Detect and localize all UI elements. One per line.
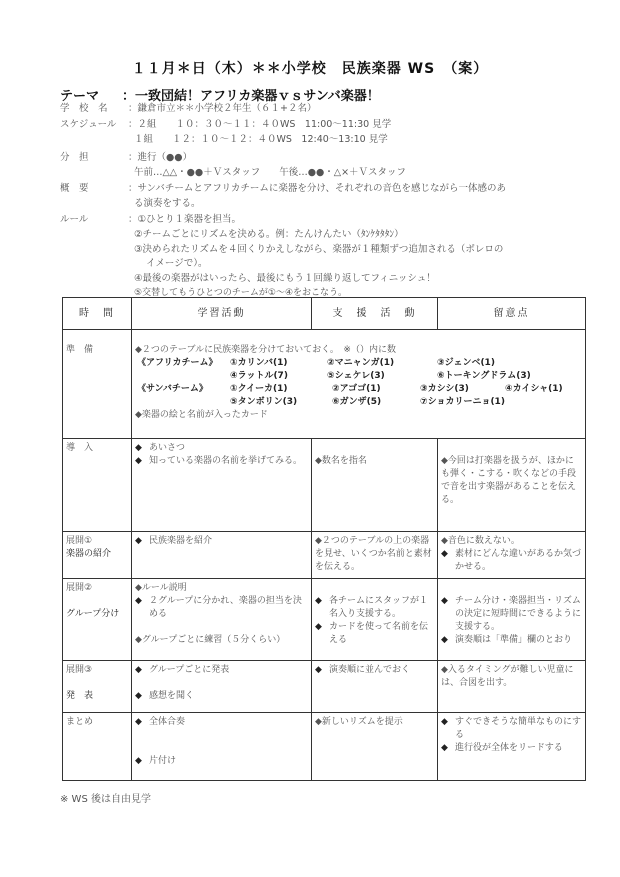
time-label: 展開③: [66, 665, 93, 675]
bullet-icon: ◆: [441, 596, 448, 606]
learning-item: ◆ルール説明: [135, 583, 187, 593]
bullet-icon: ◆: [135, 596, 142, 606]
time-label: 展開①: [66, 536, 93, 546]
bullet-icon: ◆: [441, 549, 448, 559]
table-header-row: [63, 298, 586, 330]
bullet-icon: ◆: [315, 665, 322, 675]
bullet-icon: ◆: [135, 717, 142, 727]
support-cell: [312, 439, 438, 532]
support-cell: [312, 713, 438, 781]
instrument: ④ラットル(7): [230, 371, 288, 381]
rules-label: ルール: [60, 214, 89, 225]
support-cell: [312, 661, 438, 713]
instrument: ⑤タンボリン(3): [230, 397, 298, 407]
learning-item: 感想を聞く: [149, 691, 195, 701]
column-header: 留意点: [438, 298, 586, 330]
column-header: 支 援 活 動: [312, 298, 438, 330]
time-cell: [63, 579, 132, 661]
time-label: 展開②: [66, 583, 93, 593]
learning-cell: [132, 713, 312, 781]
table-row: [63, 661, 586, 713]
time-cell: [63, 439, 132, 532]
note-item: チーム分け・楽器担当・リズムの決定に短時間にできるように支援する。: [455, 596, 582, 632]
time-label: 導 入: [66, 443, 94, 453]
support-item: カードを使って名前を伝える: [329, 622, 429, 645]
note-item: すぐできそうな簡単なものにする: [455, 717, 582, 740]
bullet-icon: ◆: [441, 635, 448, 645]
note-item: 進行役が全体をリードする: [455, 743, 563, 753]
note-item: ◆音色に数えない。: [441, 536, 520, 546]
learning-cell: [132, 532, 312, 579]
note-item: ◆今回は打楽器を扱うが、ほかにも弾く・こする・吹くなどの手段で音を出す楽器があることを伝える。: [441, 456, 577, 505]
instrument: ②マニャンガ(1): [327, 358, 395, 368]
support-item: ◆２つのテーブルの上の楽器を見せ、いくつか名前と素材を伝える。: [315, 536, 432, 572]
bullet-icon: ◆: [315, 596, 322, 606]
learning-cell: [132, 579, 312, 661]
support-cell: [312, 532, 438, 579]
bullet-icon: ◆: [135, 756, 142, 766]
time-cell: [63, 532, 132, 579]
time-cell: [63, 713, 132, 781]
prep-cell: [132, 330, 586, 439]
theme-label: テーマ: [60, 89, 100, 104]
bullet-icon: ◆: [135, 536, 142, 546]
prep-cards: ◆楽器の絵と名前が入ったカード: [135, 410, 268, 420]
schedule-line: １組 １２：１０～１２：４０WS 12:40～13:10 見学: [134, 134, 388, 145]
time-cell: 準 備: [63, 330, 132, 439]
table-row-prep: [63, 330, 586, 439]
time-sublabel: グループ分け: [66, 609, 120, 619]
roles-line: 午前…△△・●●＋Ｖスタッフ 午後…●●・△×＋Ｖスタッフ: [134, 167, 407, 178]
bullet-icon: ◆: [315, 622, 322, 632]
bullet-icon: ◆: [135, 456, 142, 466]
note-item: 素材にどんな違いがあるか気づかせる。: [455, 549, 582, 572]
table-row: [63, 579, 586, 661]
column-header: 学習活動: [132, 298, 312, 330]
time-label: まとめ: [66, 717, 94, 727]
time-cell: [63, 661, 132, 713]
time-sublabel: 楽器の紹介: [66, 549, 112, 559]
learning-cell: [132, 661, 312, 713]
instrument: ⑦ショカリーニョ(1): [420, 397, 505, 407]
notes-cell: [438, 661, 586, 713]
notes-cell: [438, 532, 586, 579]
learning-item: 知っている楽器の名前を挙げてみる。: [149, 456, 303, 466]
school-value: ：鎌倉市立＊＊小学校２年生（６１+２名）: [128, 103, 317, 114]
prep-intro: ◆２つのテーブルに民族楽器を分けておいておく。 ※（）内に数: [135, 345, 396, 355]
instrument: ①カリンバ(1): [230, 358, 288, 368]
roles-label: 分 担: [60, 152, 89, 163]
instrument: ③カシシ(3): [420, 384, 469, 394]
roles-line: ：進行（●●）: [128, 152, 193, 163]
africa-team-label: 《アフリカチーム》: [137, 358, 218, 368]
time-sublabel: 発 表: [66, 691, 94, 701]
rules-line: ②チームごとにリズムを決める。例：たんけんたい（ﾀﾝｹﾀﾀﾀﾝ）: [134, 229, 404, 240]
table-row: [63, 439, 586, 532]
note-item: 演奏順は「準備」欄のとおり: [455, 635, 573, 645]
learning-item: 全体合奏: [149, 717, 186, 727]
bullet-icon: ◆: [441, 717, 448, 727]
schedule-label: スケジュール: [60, 119, 117, 130]
table-row: [63, 532, 586, 579]
notes-cell: [438, 579, 586, 661]
instrument: ②アゴゴ(1): [332, 384, 381, 394]
rules-line: ⑤交替してもうひとつのチームが①～④をおこなう。: [134, 288, 348, 298]
learning-item: あいさつ: [149, 443, 186, 453]
rules-line: ：①ひとり１楽器を担当。: [128, 214, 242, 225]
samba-team-label: 《サンバチーム》: [137, 384, 208, 394]
support-item: ◆新しいリズムを提示: [315, 717, 403, 727]
support-item: 各チームにスタッフが１名入り支援する。: [329, 596, 429, 619]
rules-line: ④最後の楽器がはいったら、最後にもう１回繰り返してフィニッシュ！: [134, 273, 436, 284]
instrument: ④カイシャ(1): [505, 384, 563, 394]
instrument: ①クイーカ(1): [230, 384, 288, 394]
rules-line: イメージで）。: [146, 258, 208, 269]
page-title: １１月＊日（木）＊＊小学校 民族楽器 WS （案）: [131, 61, 489, 77]
learning-item: グループごとに発表: [149, 665, 230, 675]
learning-item: ◆グループごとに練習（５分くらい）: [135, 635, 286, 645]
learning-item: 民族楽器を紹介: [149, 536, 213, 546]
learning-item: 片付け: [149, 756, 177, 766]
support-item: ◆数名を指名: [315, 456, 367, 466]
bullet-icon: ◆: [135, 691, 142, 701]
table-row: [63, 713, 586, 781]
notes-cell: [438, 713, 586, 781]
bullet-icon: ◆: [135, 665, 142, 675]
instrument: ③ジェンベ(1): [437, 358, 495, 368]
theme-value: ：一致団結！アフリカ楽器ｖｓサンバ楽器！: [122, 89, 380, 104]
learning-cell: [132, 439, 312, 532]
rules-line: ③決められたリズムを４回くりかえしながら、楽器が１種類ずつ追加される（ボレロの: [134, 244, 504, 255]
school-label: 学 校 名: [60, 103, 108, 114]
support-item: 演奏順に並んでおく: [329, 665, 411, 675]
support-cell: [312, 579, 438, 661]
bullet-icon: ◆: [135, 443, 142, 453]
summary-line: ：サンバチームとアフリカチームに楽器を分け、それぞれの音色を感じながら一体感のあ: [128, 183, 507, 194]
instrument: ⑥トーキングドラム(3): [437, 371, 531, 381]
bullet-icon: ◆: [441, 743, 448, 753]
instrument: ⑥ガンザ(5): [332, 397, 382, 407]
instrument: ⑤シェケレ(3): [327, 371, 385, 381]
lesson-plan-table: [62, 297, 586, 781]
learning-item: ２グループに分かれ、楽器の担当を決める: [149, 596, 302, 619]
schedule-line: ：２組 １０：３０～１１：４０WS 11:00～11:30 見学: [128, 119, 392, 130]
footer-note: ※ WS 後は自由見学: [60, 794, 151, 805]
summary-line: る演奏をする。: [134, 198, 201, 209]
summary-label: 概 要: [60, 183, 89, 194]
column-header: 時 間: [63, 298, 132, 330]
notes-cell: [438, 439, 586, 532]
note-item: ◆入るタイミングが難しい児童には、合図を出す。: [441, 665, 574, 688]
